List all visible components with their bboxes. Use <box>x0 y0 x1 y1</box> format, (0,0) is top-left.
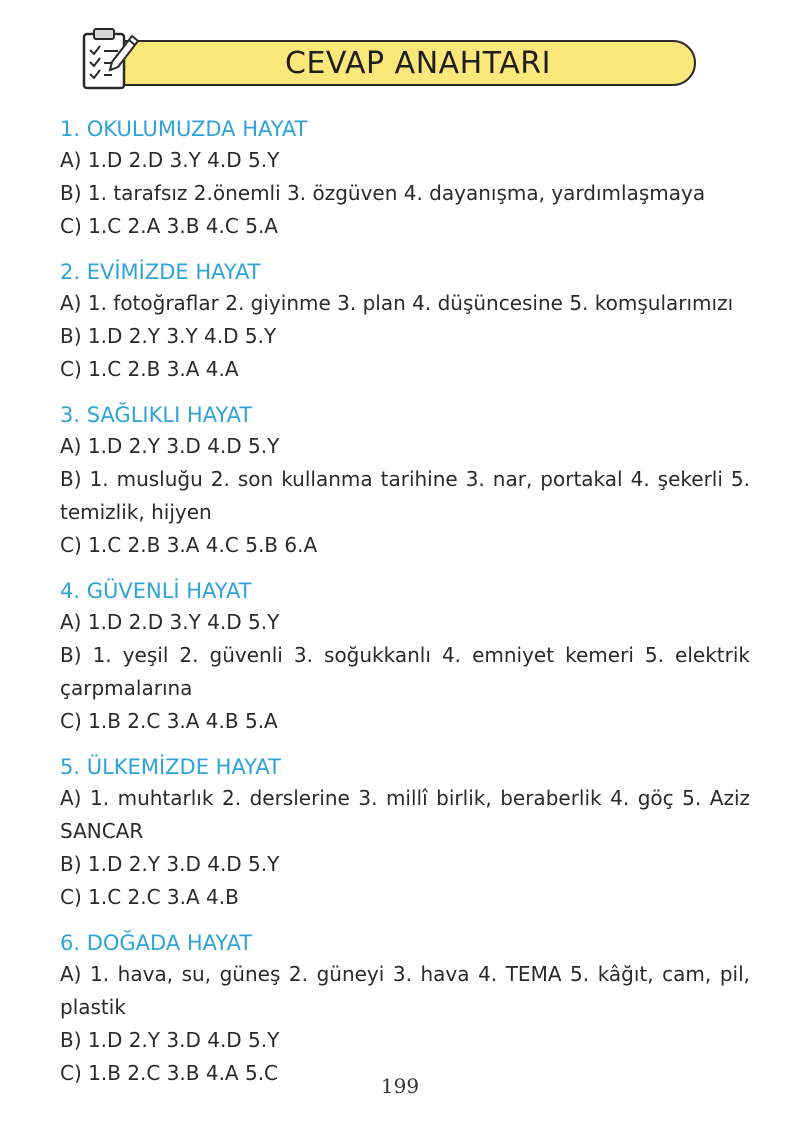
section-4 <box>60 576 750 738</box>
answer-line: C) 1.C 2.B 3.A 4.A <box>60 357 239 381</box>
answer-line: B) 1.D 2.Y 3.Y 4.D 5.Y <box>60 324 277 348</box>
section-1 <box>60 114 750 243</box>
answer-key-content <box>60 114 750 1104</box>
answer-line: C) 1.B 2.C 3.A 4.B 5.A <box>60 709 278 733</box>
answer-line: A) 1. fotoğraflar 2. giyinme 3. plan 4. düşüncesine 5. komşularımızı <box>60 291 734 315</box>
section-2 <box>60 257 750 386</box>
answer-line: A) 1.D 2.D 3.Y 4.D 5.Y <box>60 610 280 634</box>
section-title: 4. GÜVENLİ HAYAT <box>60 579 252 603</box>
section-5 <box>60 752 750 914</box>
clipboard-check-pencil-icon <box>80 26 142 98</box>
title-banner <box>120 40 696 86</box>
section-title: 2. EVİMİZDE HAYAT <box>60 260 261 284</box>
section-title: 5. ÜLKEMİZDE HAYAT <box>60 755 281 779</box>
page-number: 199 <box>380 1074 420 1098</box>
section-title: 1. OKULUMUZDA HAYAT <box>60 117 308 141</box>
answer-line: B) 1. musluğu 2. son kullanma tarihine 3. nar, portakal 4. şekerli 5. temizlik, hijyen <box>60 467 750 524</box>
section-title: 6. DOĞADA HAYAT <box>60 931 253 955</box>
page-header <box>80 26 700 98</box>
answer-line: C) 1.C 2.A 3.B 4.C 5.A <box>60 214 278 238</box>
answer-line: C) 1.B 2.C 3.B 4.A 5.C <box>60 1061 279 1085</box>
section-6 <box>60 928 750 1090</box>
answer-line: B) 1.D 2.Y 3.D 4.D 5.Y <box>60 1028 280 1052</box>
answer-line: B) 1. tarafsız 2.önemli 3. özgüven 4. dayanışma, yardımlaşmaya <box>60 181 706 205</box>
answer-line: B) 1. yeşil 2. güvenli 3. soğukkanlı 4. emniyet kemeri 5. elektrik çarpmalarına <box>60 643 750 700</box>
section-title: 3. SAĞLIKLI HAYAT <box>60 403 253 427</box>
answer-line: A) 1.D 2.Y 3.D 4.D 5.Y <box>60 434 280 458</box>
answer-line: B) 1.D 2.Y 3.D 4.D 5.Y <box>60 852 280 876</box>
answer-line: A) 1. hava, su, güneş 2. güneyi 3. hava 4. TEMA 5. kâğıt, cam, pil, plastik <box>60 962 750 1019</box>
answer-line: C) 1.C 2.C 3.A 4.B <box>60 885 239 909</box>
answer-line: C) 1.C 2.B 3.A 4.C 5.B 6.A <box>60 533 318 557</box>
section-3 <box>60 400 750 562</box>
answer-line: A) 1.D 2.D 3.Y 4.D 5.Y <box>60 148 280 172</box>
answer-line: A) 1. muhtarlık 2. derslerine 3. millî birlik, beraberlik 4. göç 5. Aziz SANCAR <box>60 786 750 843</box>
page-title: CEVAP ANAHTARI <box>285 45 551 81</box>
